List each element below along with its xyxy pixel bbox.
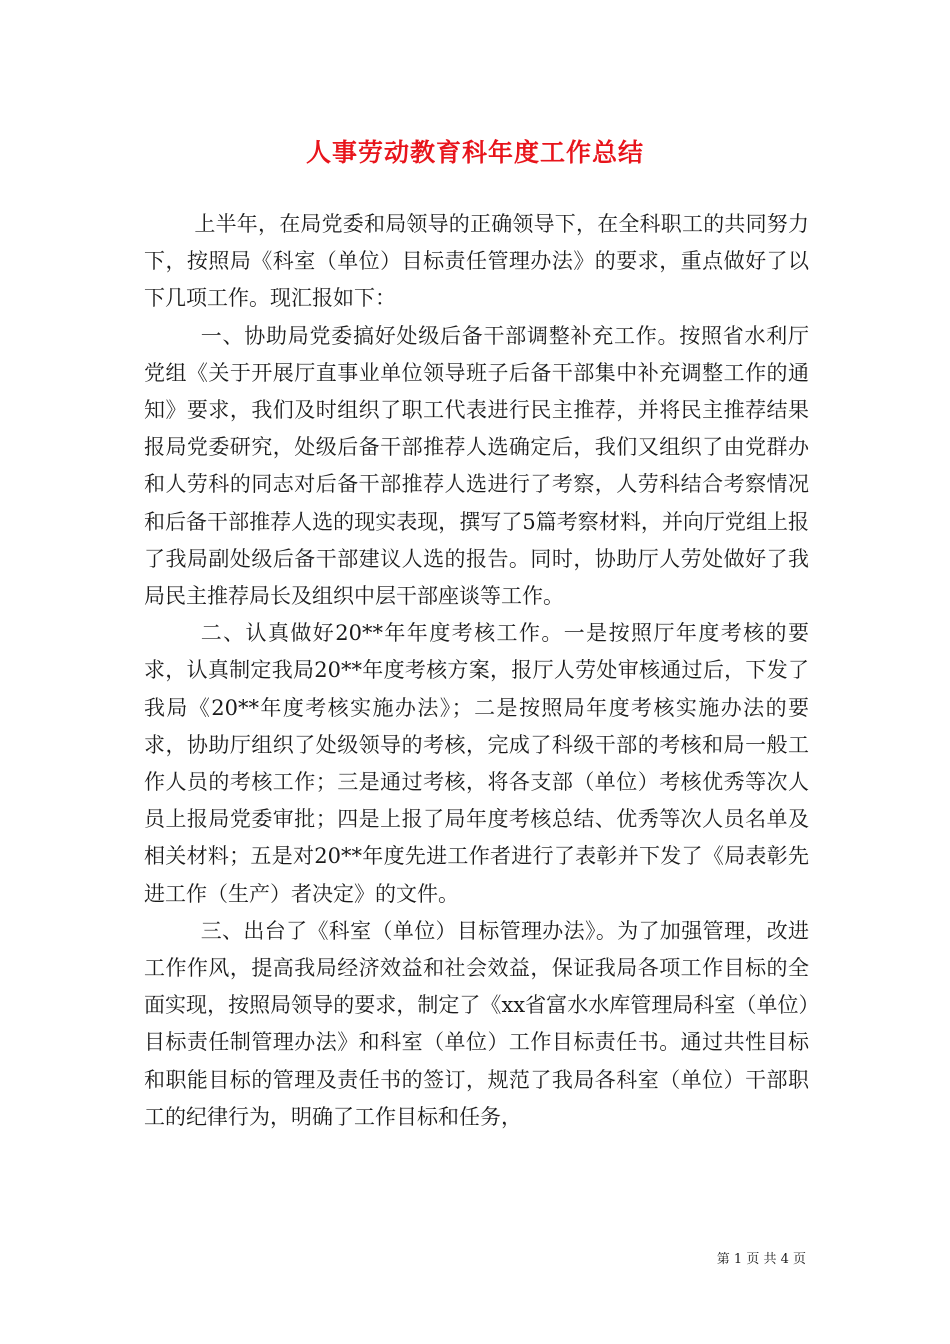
document-title: 人事劳动教育科年度工作总结 [305,138,644,167]
paragraph-item-1: 一、协助局党委搞好处级后备干部调整补充工作。按照省水利厅党组《关于开展厅直事业单位领导班子后备干部集中补充调整工作的通知》要求，我们及时组织了职工代表进行民主推荐，并将民主推荐结果报局党委研究，处级后备干部推荐人选确定后，我们又组织了由党群办和人劳科的同志对后备干部推荐人选进行了考察，人劳科结合考察情况和后备干部推荐人选的现实表现，撰写了5篇考察材料，并向厅党组上报了我局副处级后备干部建议人选的报告。同时，协助厅人劳处做好了我局民主推荐局长及组织中层干部座谈等工作。 [144,323,809,609]
document-body [144,206,809,1136]
page-number-footer: 第 1 页 共 4 页 [716,1252,806,1267]
paragraph-intro: 上半年，在局党委和局领导的正确领导下，在全科职工的共同努力下，按照局《科室（单位）目标责任管理办法》的要求，重点做好了以下几项工作。现汇报如下： [144,212,809,311]
paragraph-item-2: 二、认真做好20**年年度考核工作。一是按照厅年度考核的要求，认真制定我局20**年度考核方案，报厅人劳处审核通过后，下发了我局《20**年度考核实施办法》；二是按照局年度考核实施办法的要求，协助厅组织了处级领导的考核，完成了科级干部的考核和局一般工作人员的考核工作；三是通过考核，将各支部（单位）考核优秀等次人员上报局党委审批；四是上报了局年度考核总结、优秀等次人员名单及相关材料；五是对20**年度先进工作者进行了表彰并下发了《局表彰先进工作（生产）者决定》的文件。 [144,621,809,906]
paragraph-item-3: 三、出台了《科室（单位）目标管理办法》。为了加强管理，改进工作作风，提高我局经济效益和社会效益，保证我局各项工作目标的全面实现，按照局领导的要求，制定了《xx省富水水库管理局科室（单位）目标责任制管理办法》和科室（单位）工作目标责任书。通过共性目标和职能目标的管理及责任书的签订，规范了我局各科室（单位）干部职工的纪律行为，明确了工作目标和任务， [144,918,809,1129]
